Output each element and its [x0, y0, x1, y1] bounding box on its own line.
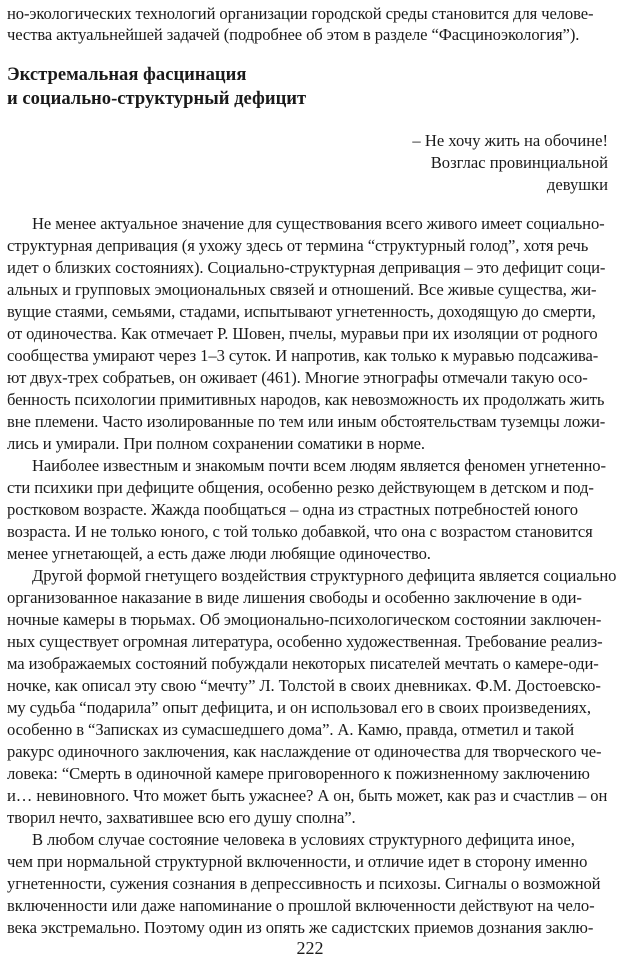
paragraph-line: бенность психологии примитивных народов, как невозможность их продолжать жить	[7, 390, 605, 409]
paragraph-line: чем при нормальной структурной включенности, и отличие идет в сторону именно	[7, 852, 588, 871]
section-heading-line: и социально-структурный дефицит	[7, 88, 307, 109]
paragraph-line: ночке, как описал эту свою “мечту” Л. Толстой в своих дневниках. Ф.М. Достоевско-	[7, 676, 601, 695]
section-heading-line: Экстремальная фасцинация	[7, 64, 247, 85]
paragraph-line: ных существует огромная литература, особенно художественная. Требование реализ-	[7, 632, 603, 651]
paragraph-line: организованное наказание в виде лишения свободы и особенно заключение в оди-	[7, 588, 582, 607]
paragraph-line: особенно в “Записках из сумасшедшего дома”. А. Камю, правда, отметил и такой	[7, 720, 574, 739]
paragraph-line: ростковом возрасте. Жажда пообщаться – одна из страстных потребностей юного	[7, 500, 578, 519]
paragraph-line: сообщества умирают через 1–3 суток. И напротив, как только к муравью подсажива-	[7, 346, 599, 365]
paragraph-line: Наиболее известным и знакомым почти всем людям является феномен угнетенно-	[32, 456, 606, 475]
intro-line: чества актуальнейшей задачей (подробнее об этом в разделе “Фасциноэкология”).	[7, 25, 580, 44]
paragraph-line: включенности или даже напоминание о прошлой включенности действуют на чело-	[7, 896, 595, 915]
epigraph-line: – Не хочу жить на обочине!	[412, 131, 608, 150]
paragraph-line: вущие стаями, семьями, стадами, испытывают угнетенность, доходящую до смерти,	[7, 302, 596, 321]
epigraph-author: девушки	[546, 175, 608, 194]
paragraph-line: угнетенности, сужения сознания в депрессивность и психозы. Сигналы о возможной	[7, 874, 601, 893]
paragraph-line: В любом случае состояние человека в условиях структурного дефицита иное,	[32, 830, 575, 849]
paragraph-line: лись и умирали. При полном сохранении соматики в норме.	[7, 434, 425, 453]
paragraph-line: ловека: “Смерть в одиночной камере приговоренного к пожизненному заключению	[7, 764, 590, 783]
paragraph-line: возраста. И не только юного, с той только добавкой, что она с возрастом становится	[7, 522, 593, 541]
paragraph-line: Не менее актуальное значение для существования всего живого имеет социально-	[32, 214, 605, 233]
paragraph-line: от одиночества. Как отмечает Р. Шовен, пчелы, муравьи при их изоляции от родного	[7, 324, 598, 343]
paragraph-line: ют двух-трех собратьев, он оживает (461). Многие этнографы отмечали такую осо-	[7, 368, 588, 387]
page-number: 222	[296, 938, 324, 958]
paragraph-line: вне племени. Часто изолированные по тем или иным обстоятельствам туземцы ложи-	[7, 412, 606, 431]
paragraph-line: и… невиновного. Что может быть ужаснее? А он, быть может, как раз и счастлив – он	[7, 786, 608, 805]
paragraph-line: ма изображаемых состояний побуждали некоторых писателей мечтать о камере-оди-	[7, 654, 599, 673]
paragraph-line: идет о близких состояниях). Социально-структурная депривация – это дефицит соци-	[7, 258, 606, 277]
paragraph-line: Другой формой гнетущего воздействия структурного дефицита является социально	[32, 566, 617, 585]
paragraph-line: структурная депривация (я ухожу здесь от термина “структурный голод”, хотя речь	[7, 236, 589, 255]
paragraph-line: ночные камеры в тюрьмах. Об эмоционально-психологическом состоянии заключен-	[7, 610, 602, 629]
paragraph-line: сти психики при дефиците общения, особенно резко действующем в детском и под-	[7, 478, 594, 497]
paragraph-line: ракурс одиночного заключения, как наслаждение от одиночества для творческого че-	[7, 742, 602, 761]
paragraph-line: менее угнетающей, а есть даже люди любящие одиночество.	[7, 544, 431, 563]
epigraph-line: Возглас провинциальной	[430, 153, 608, 172]
intro-line: но-экологических технологий организации городской среды становится для челове-	[7, 4, 594, 23]
paragraph-line: альных и групповых эмоциональных связей и отношений. Все живые существа, жи-	[7, 280, 597, 299]
paragraph-line: му судьба “подарила” опыт дефицита, и он использовал его в своих произведениях,	[7, 698, 591, 717]
paragraph-line: творил нечто, захватившее всю его душу сполна”.	[7, 808, 356, 827]
paragraph-line: века экстремально. Поэтому один из опять же садистских приемов дознания заклю-	[7, 918, 594, 937]
